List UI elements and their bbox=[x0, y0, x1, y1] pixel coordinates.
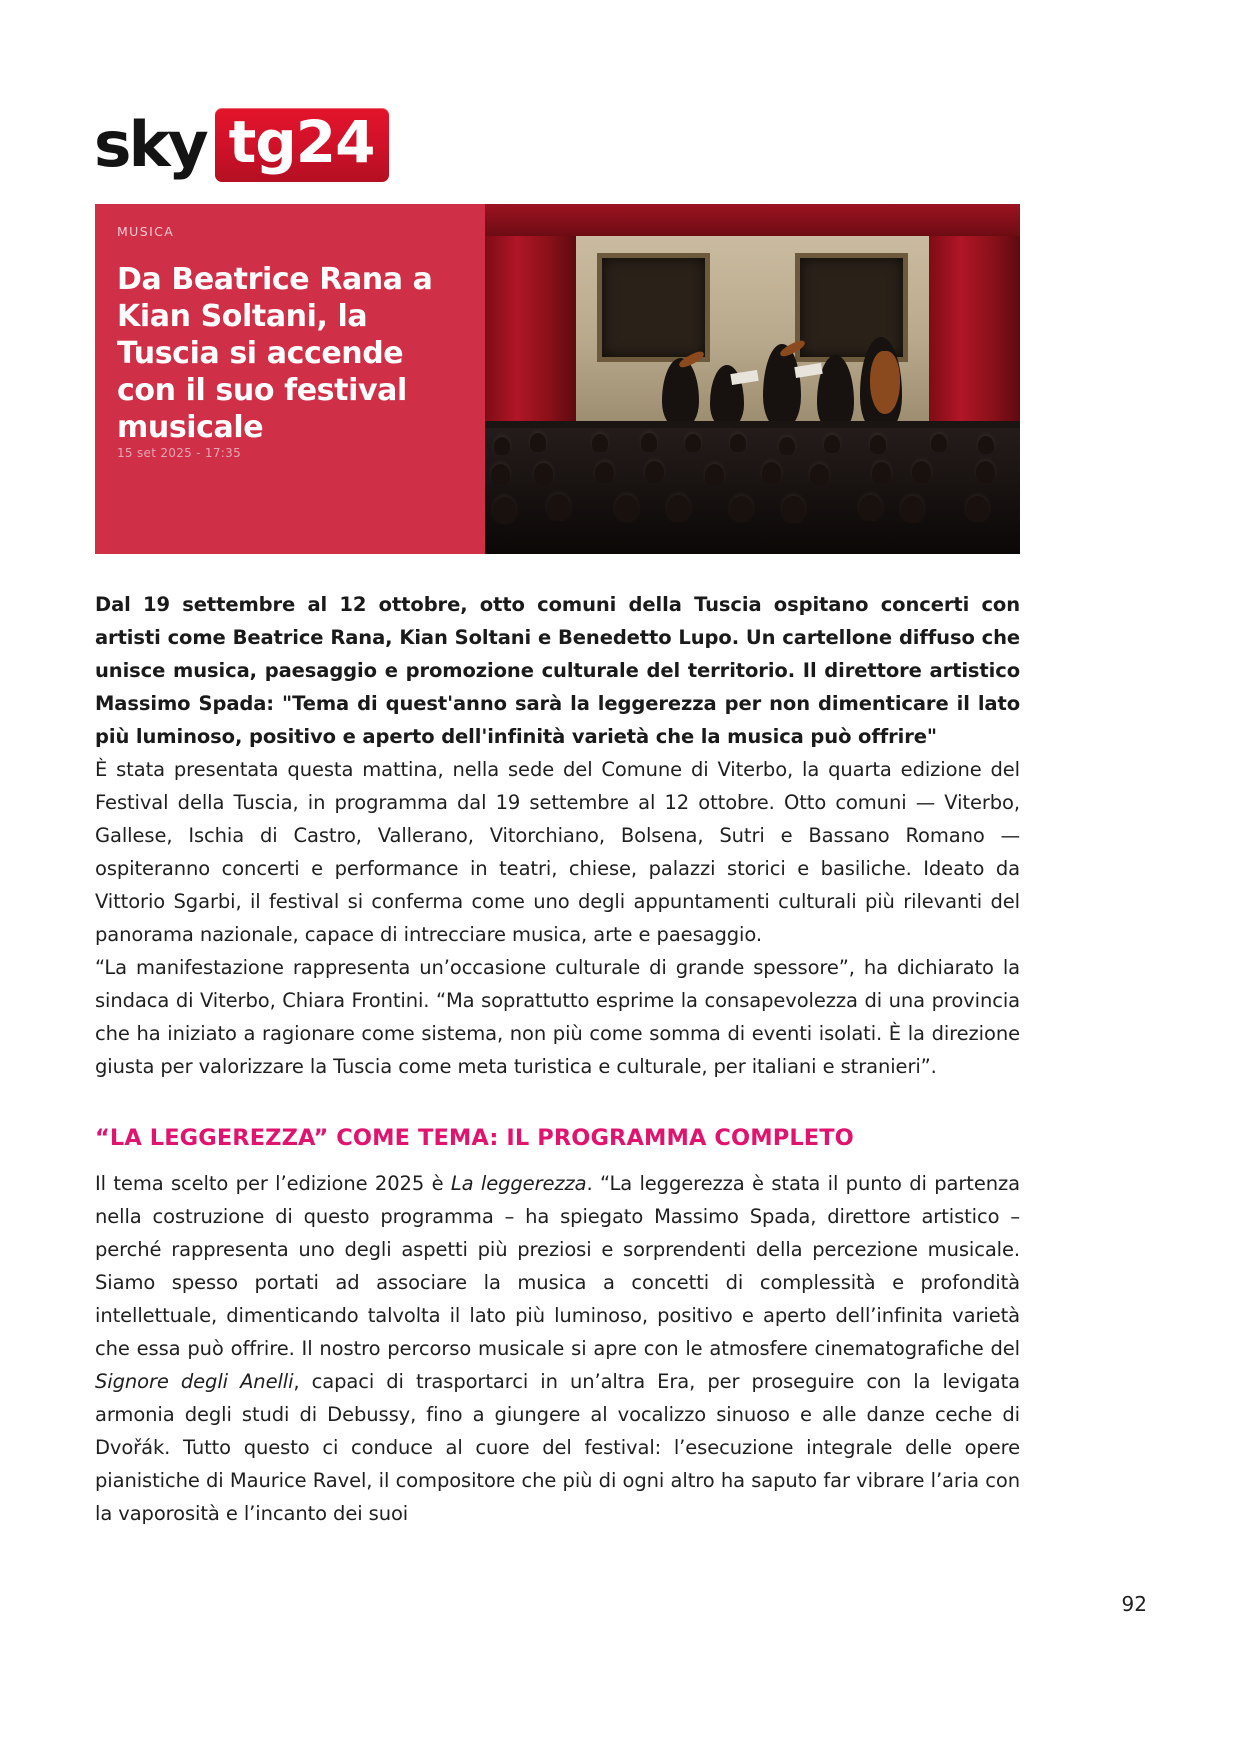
audience-head bbox=[667, 495, 690, 521]
audience-head bbox=[810, 464, 829, 486]
audience-head bbox=[779, 437, 795, 455]
audience-head bbox=[493, 497, 516, 523]
stage-curtain-left bbox=[485, 204, 576, 456]
tg24-badge: tg24 bbox=[215, 108, 389, 182]
audience-head bbox=[824, 435, 840, 453]
paragraph-3-text-a: Il tema scelto per l’edizione 2025 è bbox=[95, 1172, 451, 1195]
audience-head bbox=[931, 434, 947, 452]
audience-head bbox=[976, 461, 995, 483]
audience-head bbox=[912, 461, 931, 483]
work-title-la-leggerezza: La leggerezza bbox=[450, 1172, 587, 1195]
work-title-signore-degli-anelli: Signore degli Anelli bbox=[95, 1370, 294, 1393]
audience-head bbox=[592, 434, 608, 452]
audience-head bbox=[494, 437, 510, 455]
audience-head bbox=[730, 496, 753, 522]
hero-headline: Da Beatrice Rana a Kian Soltani, la Tuscia si accende con il suo festival musicale bbox=[117, 262, 433, 445]
section-heading: “LA LEGGEREZZA” COME TEMA: IL PROGRAMMA COMPLETO bbox=[95, 1125, 854, 1151]
audience-head bbox=[547, 494, 570, 520]
category-kicker[interactable]: MUSICA bbox=[117, 224, 175, 239]
publish-timestamp: 15 set 2025 - 17:35 bbox=[117, 446, 242, 460]
paragraph-3-text-b: . “La leggerezza è stata il punto di partenza nella costruzione di questo programma – ha spiegato Massimo Spada, direttore artistico – perché rappresenta uno degli aspetti più preziosi e sorprendenti della percezione musicale. Siamo spesso portati ad associare la musica a concetti di complessità e profondità intellettuale, dimenticando talvolta il lato più luminoso, positivo e aperto dell’infinita varietà che essa può offrire. Il nostro percorso musicale si apre con le atmosfere cinematografiche del bbox=[95, 1172, 1020, 1360]
cello-icon bbox=[870, 351, 899, 414]
audience-head bbox=[782, 496, 805, 522]
audience-head bbox=[872, 462, 891, 484]
sky-tg24-logo[interactable] bbox=[95, 104, 1020, 186]
audience-head bbox=[859, 495, 882, 521]
audience-head bbox=[615, 495, 638, 521]
audience-head bbox=[645, 461, 664, 483]
audience-head bbox=[762, 462, 781, 484]
paragraph-3-text-c: , capaci di trasportarci in un’altra Era, per proseguire con la levigata armonia degli studi di Debussy, fino a giungere al vocalizzo sinuoso e alle danze ceche di Dvořák. Tutto questo ci conduce al cuore del festival: l’esecuzione integrale delle opere pianistiche di Maurice Ravel, il compositore che più di ogni altro ha saputo far vibrare l’aria con la vaporosità e l’incanto dei suoi bbox=[95, 1370, 1020, 1525]
audience-head bbox=[491, 464, 510, 486]
page-number: 92 bbox=[1121, 1592, 1147, 1616]
audience-head bbox=[870, 435, 886, 453]
audience-head bbox=[685, 434, 701, 452]
audience-head bbox=[595, 462, 614, 484]
audience-silhouettes bbox=[485, 428, 1020, 554]
audience-head bbox=[966, 496, 989, 522]
hero-text-panel bbox=[95, 204, 485, 554]
sky-wordmark: sky bbox=[93, 108, 206, 181]
hero-photo bbox=[485, 204, 1020, 554]
stage-valance bbox=[485, 204, 1020, 236]
audience-head bbox=[705, 464, 724, 486]
audience-head bbox=[901, 496, 924, 522]
article-paragraph-2: “La manifestazione rappresenta un’occasione culturale di grande spessore”, ha dichiarato la sindaca di Viterbo, Chiara Frontini. “Ma soprattutto esprime la consapevolezza di una provincia che ha iniziato a ragionare come sistema, non più come somma di eventi isolati. È la direzione giusta per valorizzare la Tuscia come meta turistica e culturale, per italiani e stranieri”. bbox=[95, 956, 1020, 1078]
article-container bbox=[95, 104, 1020, 1530]
audience-head bbox=[978, 436, 994, 454]
audience-head bbox=[730, 434, 746, 452]
wall-painting-left bbox=[597, 253, 709, 362]
article-hero-banner bbox=[95, 204, 1020, 554]
article-paragraph-1: È stata presentata questa mattina, nella sede del Comune di Viterbo, la quarta edizione del Festival della Tuscia, in programma dal 19 settembre al 12 ottobre. Otto comuni — Viterbo, Gallese, Ischia di Castro, Vallerano, Vitorchiano, Bolsena, Sutri e Bassano Romano — ospiteranno concerti e performance in teatri, chiese, palazzi storici e basiliche. Ideato da Vittorio Sgarbi, il festival si conferma come uno degli appuntamenti culturali più rilevanti del panorama nazionale, capace di intrecciare musica, arte e paesaggio. bbox=[95, 758, 1020, 946]
audience-head bbox=[534, 463, 553, 485]
audience-head bbox=[530, 433, 546, 451]
article-paragraph-3 bbox=[95, 1167, 1020, 1530]
stage-curtain-right bbox=[929, 204, 1020, 456]
audience-head bbox=[641, 433, 657, 451]
article-lede: Dal 19 settembre al 12 ottobre, otto comuni della Tuscia ospitano concerti con artisti come Beatrice Rana, Kian Soltani e Benedetto Lupo. Un cartellone diffuso che unisce musica, paesaggio e promozione culturale del territorio. Il direttore artistico Massimo Spada: "Tema di quest'anno sarà la leggerezza per non dimenticare il lato più luminoso, positivo e aperto dell'infinità varietà che la musica può offrire" bbox=[95, 593, 1020, 748]
